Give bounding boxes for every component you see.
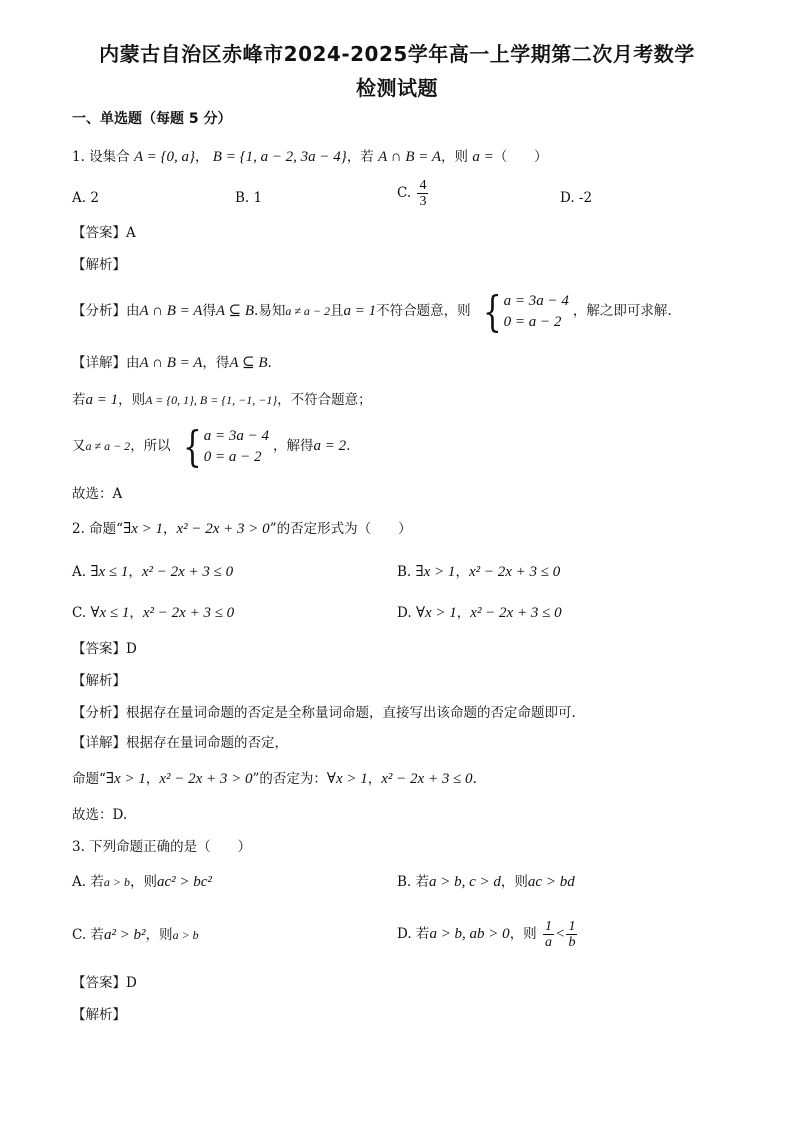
q1-l2-m1: a ≠ a − 2 <box>85 439 131 453</box>
q1-fx-t2: .易知 <box>254 303 286 319</box>
q2-opt-sep: ， <box>455 564 469 580</box>
q3-opt-t1: B. 若 <box>397 874 430 890</box>
q3-opt-t2: ，则 <box>145 927 173 943</box>
q2-option-b <box>397 563 560 581</box>
q2-opt-m1: ∀x ≤ 1 <box>90 605 130 621</box>
q1-l1-m2: A = {0, 1}, B = {1, −1, −1} <box>145 393 278 407</box>
q1-xq-m2: A ⊆ B <box>229 355 268 371</box>
q3-option-a <box>72 873 212 891</box>
fraction-denominator: 3 <box>419 194 427 209</box>
q1-l1-t1: 若 <box>72 392 86 408</box>
q3-opt-t1: C. 若 <box>72 927 104 943</box>
q1-paren: （ ） <box>493 149 548 165</box>
q3-opt-t2: ，则 <box>509 926 537 942</box>
q1-fx-prefix: 【分析】由 <box>72 303 140 319</box>
q2-xiangjie: 【详解】根据存在量词命题的否定， <box>72 735 288 751</box>
q2-opt-m1: ∃x > 1 <box>415 564 456 580</box>
q2-option-d <box>397 604 562 622</box>
q2-l1-t1: 命题“ <box>72 771 106 787</box>
q1-answer: 【答案】A <box>72 225 136 241</box>
q1-l1-t2: ，则 <box>118 392 146 408</box>
q3-stem: 3. 下列命题正确的是（ ） <box>72 839 252 855</box>
q2-opt-m2: x² − 2x + 3 ≤ 0 <box>468 564 561 580</box>
q2-negation-line <box>72 770 477 788</box>
q3-fraction-1-over-b <box>566 919 577 950</box>
q1-option-c-label: C. <box>397 185 412 201</box>
q3-option-c <box>72 926 199 944</box>
q3-opt-t1: D. 若 <box>397 926 430 942</box>
q1-detail-system <box>179 421 269 471</box>
q3-opt-m1: a > b, c > d <box>429 874 501 890</box>
q1-fx-system <box>479 286 569 336</box>
q1-set-b: B = {1, a − 2, 3a − 4} <box>212 149 347 165</box>
exam-title-line2: 检测试题 <box>356 76 438 100</box>
q1-fenxi <box>72 286 672 336</box>
q1-comma: ， <box>194 149 209 165</box>
q3-opt-t2: ，则 <box>129 874 157 890</box>
q3-less-than: < <box>555 926 565 942</box>
q2-stem-t1: ， <box>163 521 177 537</box>
q2-l1-m1: ∃x > 1 <box>105 771 146 787</box>
q1-set-a: A = {0, a} <box>133 149 195 165</box>
q1-choose: 故选：A <box>72 486 123 502</box>
q1-condition: A ∩ B = A <box>378 149 442 165</box>
fraction-numerator: 1 <box>544 919 552 934</box>
q1-ask-prefix: ，则 <box>441 149 469 165</box>
q1-option-c <box>397 178 430 209</box>
q2-opt-m1: ∀x > 1 <box>415 605 457 621</box>
q2-l1-t3: ”的否定为： <box>252 771 327 787</box>
system-row-1: a = 3a − 4 <box>503 292 569 309</box>
q3-opt-m2: a > b <box>172 928 199 942</box>
system-row-2: 0 = a − 2 <box>203 448 262 465</box>
q1-line-if-a1 <box>72 391 372 409</box>
q2-l1-m3: ∀x > 1 <box>326 771 368 787</box>
q2-option-a <box>72 563 233 581</box>
q1-l2-t1: 又 <box>72 438 86 454</box>
q1-xq-prefix: 【详解】由 <box>72 355 140 371</box>
q2-l1-m4: x² − 2x + 3 ≤ 0 <box>381 771 473 787</box>
q3-opt-t2: ，则 <box>500 874 528 890</box>
q2-opt-label: C. <box>72 605 87 621</box>
exam-title-line1: 内蒙古自治区赤峰市2024-2025学年高一上学期第二次月考数学 <box>99 42 695 66</box>
q2-analysis-label: 【解析】 <box>72 673 126 689</box>
q2-opt-sep: ， <box>129 605 143 621</box>
q2-stem-prefix: 2. 命题“ <box>72 521 124 537</box>
q3-opt-m2: ac > bd <box>527 874 575 890</box>
q1-fx-t3: 且 <box>330 303 344 319</box>
q1-analysis-label: 【解析】 <box>72 257 126 273</box>
q1-xq-t1: ，得 <box>202 355 230 371</box>
q3-opt-m1: a² > b² <box>103 927 146 943</box>
q3-answer: 【答案】D <box>72 975 137 991</box>
q1-option-a: A. 2 <box>72 190 99 206</box>
q1-ask: a = <box>472 149 494 165</box>
q1-xq-t2: . <box>267 355 272 371</box>
q3-opt-m1: a > b <box>103 875 130 889</box>
q1-line-system <box>72 421 351 471</box>
q2-stem <box>72 520 412 538</box>
q1-l2-t3: ，解得 <box>272 438 314 454</box>
q2-opt-m2: x² − 2x + 3 ≤ 0 <box>142 605 235 621</box>
q2-answer: 【答案】D <box>72 641 137 657</box>
q2-opt-m2: x² − 2x + 3 ≤ 0 <box>470 605 562 621</box>
q1-stem <box>72 148 548 166</box>
system-row-2: 0 = a − 2 <box>503 313 562 330</box>
q2-opt-m2: x² − 2x + 3 ≤ 0 <box>141 564 234 580</box>
q1-xq-m1: A ∩ B = A <box>139 355 203 371</box>
q1-fx-m2: A ⊆ B <box>215 303 255 319</box>
q1-fx-t5: ，解之即可求解. <box>572 303 672 319</box>
q2-opt-m1: ∃x ≤ 1 <box>90 564 129 580</box>
q2-l1-t2: ， <box>145 771 160 787</box>
q3-opt-t1: A. 若 <box>72 874 104 890</box>
q1-l2-t4: . <box>346 438 351 454</box>
q1-xiangjie <box>72 354 272 372</box>
q2-fenxi: 【分析】根据存在量词命题的否定是全称量词命题，直接写出该命题的否定命题即可. <box>72 705 576 721</box>
q3-opt-m1: a > b, ab > 0 <box>429 926 510 942</box>
q1-cond-prefix: ，若 <box>346 149 374 165</box>
q1-l2-m2: a = 2 <box>313 438 347 454</box>
q1-fx-m4: a = 1 <box>343 303 377 319</box>
q1-l1-t3: ，不符合题意； <box>277 392 372 408</box>
q2-l1-t5: . <box>472 771 477 787</box>
q2-stem-m1: ∃x > 1 <box>123 521 163 537</box>
q1-l1-m1: a = 1 <box>85 392 119 408</box>
q1-option-b: B. 1 <box>235 190 263 206</box>
q2-choose: 故选：D. <box>72 807 128 823</box>
q3-option-b <box>397 873 575 891</box>
q1-option-c-fraction <box>417 178 428 209</box>
q1-option-d: D. -2 <box>560 190 593 206</box>
q2-option-c <box>72 604 234 622</box>
brace-glyph: { <box>482 286 502 336</box>
q2-l1-m2: x² − 2x + 3 > 0 <box>159 771 253 787</box>
q2-opt-label: B. <box>397 564 412 580</box>
fraction-denominator: b <box>568 935 576 950</box>
q2-opt-label: A. <box>72 564 87 580</box>
q3-option-d <box>397 914 579 954</box>
q1-fx-t1: 得 <box>202 303 216 319</box>
fraction-numerator: 1 <box>568 919 576 934</box>
q2-opt-sep: ， <box>456 605 471 621</box>
brace-glyph: { <box>182 421 202 471</box>
section-heading: 一、单选题（每题 5 分） <box>72 111 232 127</box>
q3-analysis-label: 【解析】 <box>72 1007 126 1023</box>
q1-fx-m3: a ≠ a − 2 <box>285 304 331 318</box>
q2-l1-t4: ， <box>367 771 382 787</box>
q3-opt-m2: ac² > bc² <box>156 874 212 890</box>
q1-fx-m1: A ∩ B = A <box>139 303 203 319</box>
q1-fx-t4: 不符合题意，则 <box>376 303 471 319</box>
fraction-numerator: 4 <box>419 178 427 193</box>
system-row-1: a = 3a − 4 <box>203 427 269 444</box>
q2-opt-sep: ， <box>128 564 142 580</box>
fraction-denominator: a <box>544 935 552 950</box>
q2-stem-m2: x² − 2x + 3 > 0 <box>176 521 270 537</box>
q2-stem-t2: ”的否定形式为（ ） <box>269 521 412 537</box>
q1-stem-prefix: 1. 设集合 <box>72 149 130 165</box>
q2-opt-label: D. <box>397 605 412 621</box>
q3-fraction-1-over-a <box>543 919 554 950</box>
q1-l2-t2: ，所以 <box>130 438 171 454</box>
